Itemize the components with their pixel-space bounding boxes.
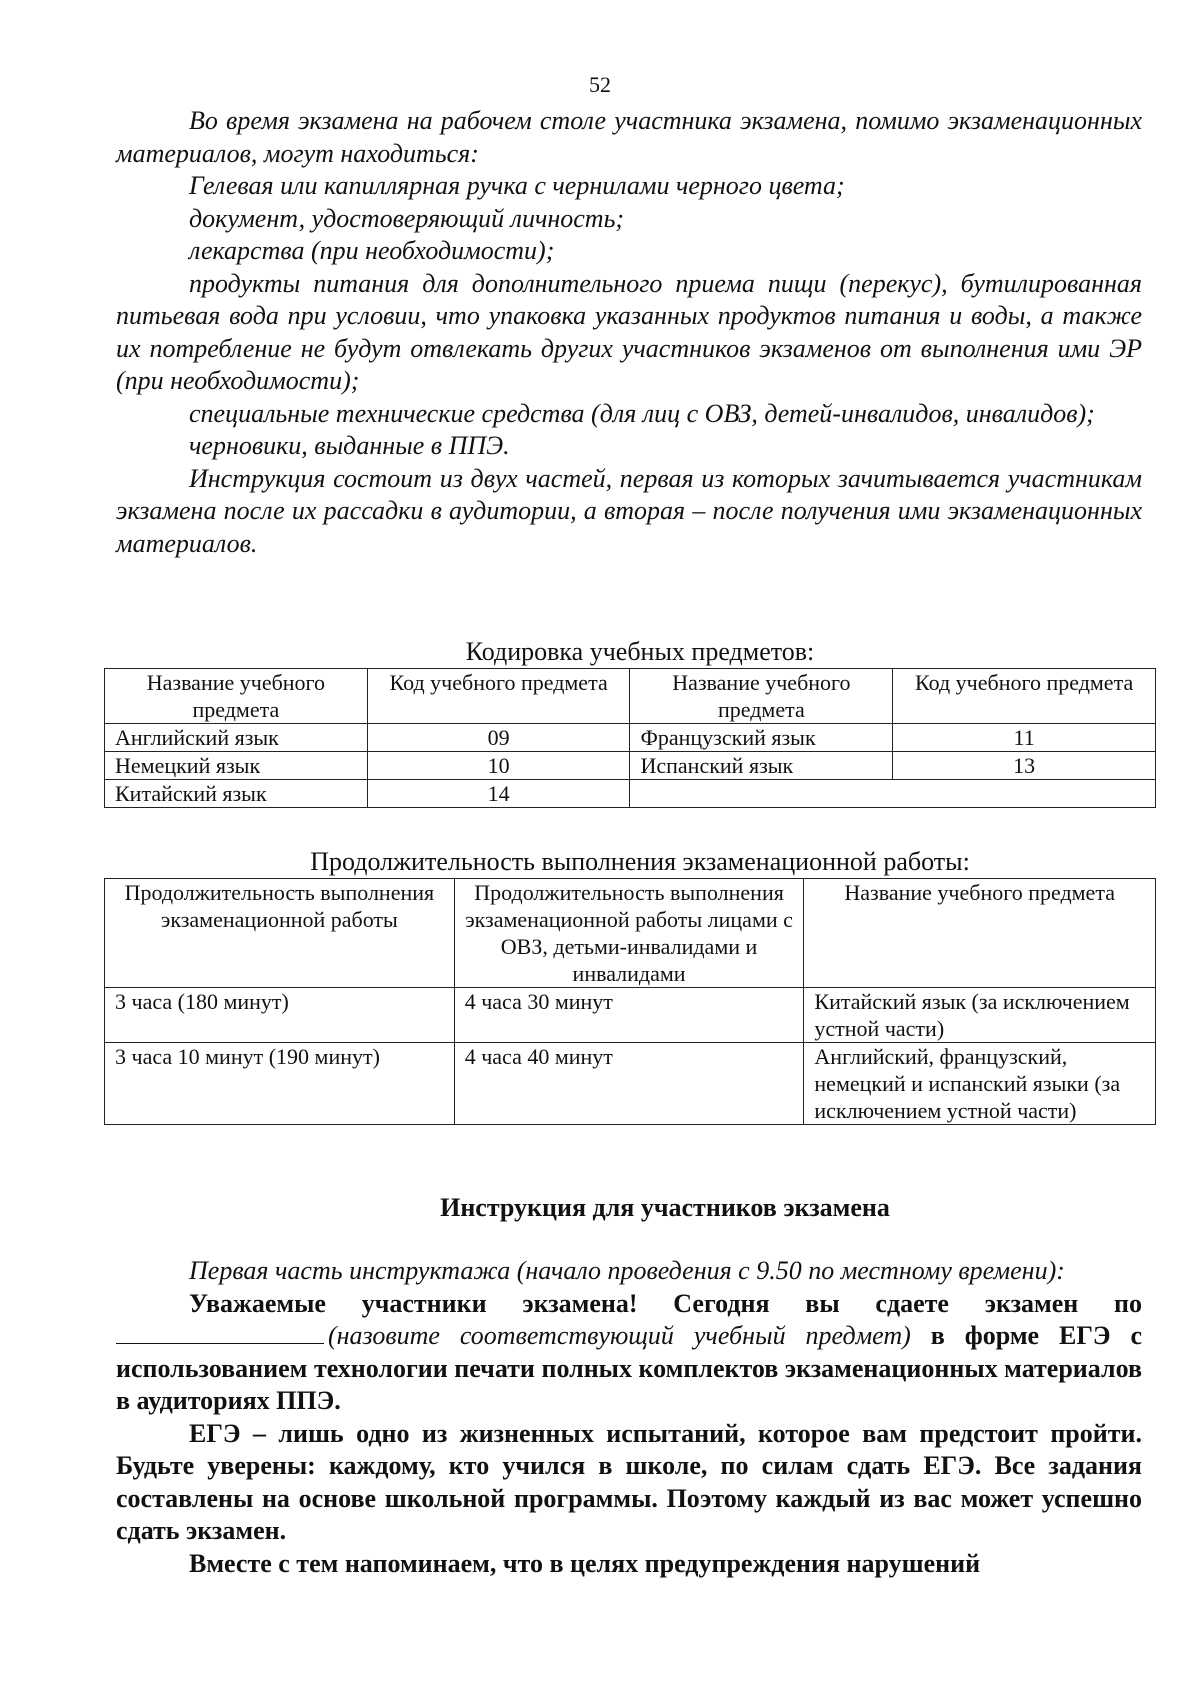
intro-text bbox=[116, 105, 1142, 560]
table-cell: 4 часа 40 минут bbox=[454, 1043, 804, 1125]
intro-paragraph: Инструкция состоит из двух частей, первая из которых зачитывается участникам экзамена после их рассадки в аудитории, а вторая – после получения ими экзаменационных материалов. bbox=[116, 463, 1142, 558]
first-part-note: Первая часть инструктажа (начало проведения с 9.50 по местному времени): bbox=[189, 1256, 1065, 1285]
intro-list-item: черновики, выданные в ППЭ. bbox=[189, 431, 510, 460]
table-cell: Английский, французский, немецкий и испанский языки (за исключением устной части) bbox=[804, 1043, 1156, 1125]
table-cell: 3 часа 10 минут (190 минут) bbox=[105, 1043, 455, 1125]
table-cell: Французский язык bbox=[630, 724, 893, 752]
intro-paragraph: Во время экзамена на рабочем столе участника экзамена, помимо экзаменационных материалов, могут находиться: bbox=[116, 106, 1142, 168]
instruction-text-start: Уважаемые участники экзамена! Сегодня вы сдаете экзамен по bbox=[189, 1288, 1142, 1318]
table-header-cell: Код учебного предмета bbox=[367, 669, 630, 724]
table-cell: Испанский язык bbox=[630, 752, 893, 780]
instruction-paragraph: ЕГЭ – лишь одно из жизненных испытаний, которое вам предстоит пройти. Будьте уверены: каждому, кто учился в школе, по силам сдать ЕГЭ. Все задания составлены на основе школьной программы. Поэтому каждый из вас может успешно сдать экзамен. bbox=[116, 1418, 1142, 1545]
coding-table bbox=[104, 668, 1156, 808]
table-header-row bbox=[105, 879, 1156, 988]
page-number: 52 bbox=[589, 72, 611, 97]
table-cell: 10 bbox=[367, 752, 630, 780]
table-header-cell: Код учебного предмета bbox=[893, 669, 1156, 724]
instruction-text bbox=[116, 1255, 1142, 1580]
table-cell-empty bbox=[630, 780, 1156, 808]
subject-blank-line bbox=[116, 1321, 324, 1344]
duration-table-caption: Продолжительность выполнения экзаменационной работы: bbox=[310, 847, 970, 876]
table-cell: 3 часа (180 минут) bbox=[105, 988, 455, 1043]
table-cell: 4 часа 30 минут bbox=[454, 988, 804, 1043]
coding-table-caption: Кодировка учебных предметов: bbox=[465, 637, 815, 666]
table-cell: Китайский язык (за исключением устной части) bbox=[804, 988, 1156, 1043]
intro-list-item: Гелевая или капиллярная ручка с чернилами черного цвета; bbox=[189, 171, 845, 200]
instruction-heading: Инструкция для участников экзамена bbox=[440, 1193, 890, 1222]
table-row bbox=[105, 780, 1156, 808]
table-header-row bbox=[105, 669, 1156, 724]
table-row bbox=[105, 1043, 1156, 1125]
table-cell: Китайский язык bbox=[105, 780, 368, 808]
table-cell: 11 bbox=[893, 724, 1156, 752]
table-header-cell: Продолжительность выполнения экзаменационной работы bbox=[105, 879, 455, 988]
instruction-text-end: в форме ЕГЭ с использованием технологии печати полных комплектов экзаменационных материалов в аудиториях ППЭ. bbox=[116, 1321, 1143, 1415]
table-header-cell: Продолжительность выполнения экзаменационной работы лицами с ОВЗ, детьми-инвалидами и инвалидами bbox=[454, 879, 804, 988]
table-header-cell: Название учебного предмета bbox=[105, 669, 368, 724]
table-cell: 14 bbox=[367, 780, 630, 808]
intro-list-item: продукты питания для дополнительного приема пищи (перекус), бутилированная питьевая вода при условии, что упаковка указанных продуктов питания и воды, а также их потребление не будут отвлекать других участников экзаменов от выполнения ими ЭР (при необходимости); bbox=[116, 268, 1142, 395]
table-cell: Английский язык bbox=[105, 724, 368, 752]
table-cell: Немецкий язык bbox=[105, 752, 368, 780]
intro-list-item: документ, удостоверяющий личность; bbox=[189, 203, 625, 233]
table-row bbox=[105, 724, 1156, 752]
instruction-paragraph: Вместе с тем напоминаем, что в целях предупреждения нарушений bbox=[189, 1548, 981, 1578]
table-header-cell: Название учебного предмета bbox=[630, 669, 893, 724]
table-header-cell: Название учебного предмета bbox=[804, 879, 1156, 988]
table-row bbox=[105, 988, 1156, 1043]
intro-list-item: лекарства (при необходимости); bbox=[189, 236, 555, 265]
instruction-paragraph bbox=[116, 1288, 1142, 1418]
intro-list-item: специальные технические средства (для лиц с ОВЗ, детей-инвалидов, инвалидов); bbox=[189, 398, 1095, 428]
table-cell: 13 bbox=[893, 752, 1156, 780]
table-row bbox=[105, 752, 1156, 780]
subject-hint: (назовите соответствующий учебный предмет) bbox=[328, 1321, 911, 1350]
duration-table bbox=[104, 878, 1156, 1125]
table-cell: 09 bbox=[367, 724, 630, 752]
